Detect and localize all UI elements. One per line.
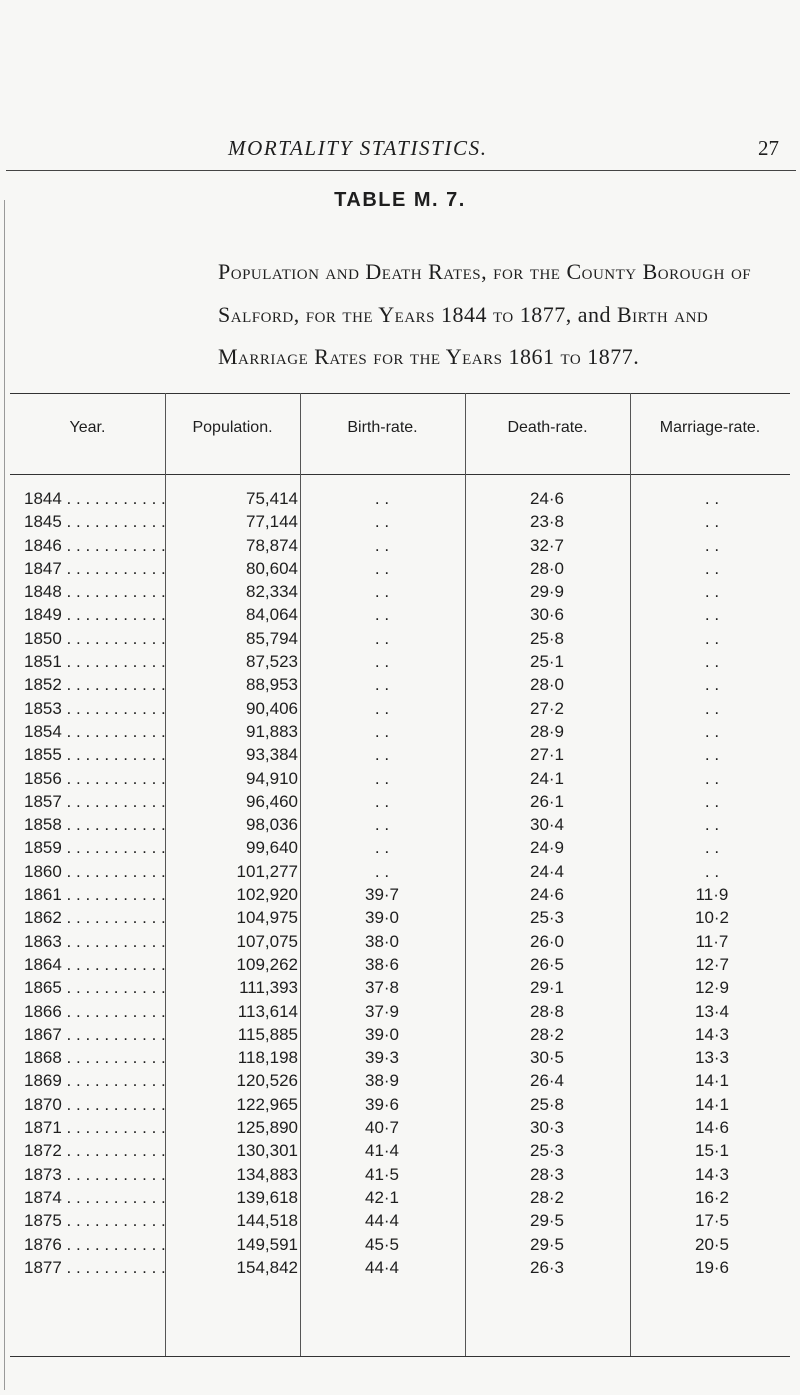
marriage-rate-cell: 14·1	[694, 1094, 730, 1114]
table-row	[0, 1116, 800, 1139]
year-cell: 1848 . . .	[24, 580, 176, 603]
table-row	[0, 557, 800, 580]
population-cell: 88,953	[246, 675, 298, 695]
marriage-rate-cell: . .	[704, 489, 720, 508]
table-row	[0, 883, 800, 906]
caption-line-2	[218, 302, 778, 328]
year-cell: 1861 . . .	[24, 883, 176, 906]
population-cell: 87,523	[246, 652, 298, 672]
column-header-death-rate: Death-rate.	[507, 419, 588, 436]
year-cell: 1870 . . .	[24, 1093, 176, 1116]
birth-rate-cell: 39·3	[364, 1048, 400, 1068]
population-cell: 125,890	[236, 1118, 298, 1138]
marriage-rate-cell: 16·2	[694, 1187, 730, 1207]
marriage-rate-cell: . .	[704, 605, 720, 625]
death-rate-cell: 25·8	[529, 1094, 565, 1114]
year-cell: 1868 . . .	[24, 1046, 176, 1069]
birth-rate-cell: 38·6	[364, 954, 400, 974]
column-header-birth-rate: Birth-rate.	[347, 419, 418, 436]
year-cell: 1867 . . .	[24, 1023, 176, 1046]
table-row	[0, 976, 800, 999]
population-cell: 91,883	[246, 721, 298, 741]
table-row	[0, 650, 800, 673]
birth-rate-cell: . .	[374, 489, 390, 508]
death-rate-cell: 24·4	[529, 861, 565, 881]
marriage-rate-cell: 10·2	[694, 908, 730, 928]
death-rate-cell: 27·2	[529, 698, 565, 718]
death-rate-cell: 25·1	[529, 652, 565, 672]
year-cell: 1862 . . .	[24, 906, 176, 929]
death-rate-cell: 24·9	[529, 838, 565, 858]
death-rate-cell: 28·2	[529, 1024, 565, 1044]
death-rate-cell: 28·8	[529, 1001, 565, 1021]
death-rate-cell: 30·6	[529, 605, 565, 625]
population-cell: 94,910	[246, 768, 298, 788]
death-rate-cell: 24·6	[529, 885, 565, 905]
marriage-rate-cell: 12·9	[694, 978, 730, 998]
death-rate-cell: 28·0	[529, 558, 565, 578]
death-rate-cell: 26·1	[529, 791, 565, 811]
table-row	[0, 1069, 800, 1092]
death-rate-cell: 28·9	[529, 721, 565, 741]
marriage-rate-cell: 14·6	[694, 1118, 730, 1138]
marriage-rate-cell: . .	[704, 768, 720, 788]
header-rule	[6, 170, 796, 171]
caption-line-1: Population and Death Rates, for the County Borough of	[218, 259, 752, 284]
birth-rate-cell: 38·0	[364, 931, 400, 951]
death-rate-cell: 26·4	[529, 1071, 565, 1091]
table-row	[0, 860, 800, 883]
marriage-rate-cell: 13·4	[694, 1001, 730, 1021]
table-bottom-rule	[10, 1356, 790, 1357]
year-cell: 1859 . . .	[24, 836, 176, 859]
death-rate-cell: 29·1	[529, 978, 565, 998]
birth-rate-cell: . .	[374, 652, 390, 672]
table-row	[0, 510, 800, 533]
marriage-rate-cell: 13·3	[694, 1048, 730, 1068]
year-cell: 1852 . . .	[24, 673, 176, 696]
marriage-rate-cell: . .	[704, 652, 720, 672]
year-cell: 1857 . . .	[24, 790, 176, 813]
marriage-rate-cell: 15·1	[694, 1141, 730, 1161]
caption-line-2-part-b: and	[577, 302, 611, 327]
death-rate-cell: 26·0	[529, 931, 565, 951]
table-row	[0, 953, 800, 976]
death-rate-cell: 28·2	[529, 1187, 565, 1207]
population-cell: 111,393	[239, 978, 298, 998]
marriage-rate-cell: 14·3	[694, 1164, 730, 1184]
population-cell: 75,414	[246, 489, 298, 508]
population-cell: 93,384	[246, 745, 298, 765]
year-cell: 1864 . . .	[24, 953, 176, 976]
birth-rate-cell: . .	[374, 512, 390, 532]
table-row	[0, 1000, 800, 1023]
marriage-rate-cell: . .	[704, 861, 720, 881]
population-cell: 144,518	[236, 1211, 298, 1231]
marriage-rate-cell: 19·6	[694, 1257, 730, 1277]
birth-rate-cell: 39·7	[364, 885, 400, 905]
population-cell: 98,036	[246, 815, 298, 835]
population-cell: 130,301	[236, 1141, 298, 1161]
table-row	[0, 1186, 800, 1209]
column-header-marriage-rate: Marriage-rate.	[659, 419, 761, 436]
table-row	[0, 1139, 800, 1162]
death-rate-cell: 24·1	[529, 768, 565, 788]
population-cell: 115,885	[237, 1024, 298, 1044]
table-row	[0, 697, 800, 720]
table-row	[0, 743, 800, 766]
caption-line-3: Marriage Rates for the Years 1861 to 1877.	[218, 344, 640, 369]
marriage-rate-cell: 14·1	[694, 1071, 730, 1091]
population-cell: 101,277	[236, 861, 298, 881]
year-cell: 1874 . . .	[24, 1186, 176, 1209]
table-row	[0, 930, 800, 953]
population-cell: 90,406	[246, 698, 298, 718]
table-row	[0, 1233, 800, 1256]
marriage-rate-cell: . .	[704, 675, 720, 695]
birth-rate-cell: . .	[374, 791, 390, 811]
table-row	[0, 1209, 800, 1232]
birth-rate-cell: . .	[374, 675, 390, 695]
table-top-rule	[10, 393, 790, 394]
population-cell: 77,144	[246, 512, 298, 532]
marriage-rate-cell: 11·9	[695, 885, 729, 905]
population-cell: 120,526	[236, 1071, 298, 1091]
marriage-rate-cell: 17·5	[694, 1211, 730, 1231]
year-cell: 1845 . . .	[24, 510, 176, 533]
birth-rate-cell: . .	[374, 558, 390, 578]
death-rate-cell: 27·1	[529, 745, 565, 765]
population-cell: 107,075	[236, 931, 298, 951]
birth-rate-cell: 41·5	[364, 1164, 400, 1184]
birth-rate-cell: . .	[374, 861, 390, 881]
death-rate-cell: 28·3	[529, 1164, 565, 1184]
year-cell: 1872 . . .	[24, 1139, 176, 1162]
death-rate-cell: 32·7	[529, 535, 565, 555]
year-cell: 1877 . . .	[24, 1256, 176, 1279]
year-cell: 1860 . . .	[24, 860, 176, 883]
population-cell: 154,842	[236, 1257, 298, 1277]
death-rate-cell: 25·8	[529, 628, 565, 648]
table-row	[0, 906, 800, 929]
birth-rate-cell: . .	[374, 698, 390, 718]
birth-rate-cell: . .	[374, 838, 390, 858]
year-cell: 1869 . . .	[24, 1069, 176, 1092]
birth-rate-cell: 44·4	[364, 1211, 400, 1231]
table-row	[0, 603, 800, 626]
birth-rate-cell: 39·6	[364, 1094, 400, 1114]
table-row	[0, 1093, 800, 1116]
population-cell: 113,614	[237, 1001, 298, 1021]
birth-rate-cell: . .	[374, 582, 390, 602]
birth-rate-cell: . .	[374, 768, 390, 788]
marriage-rate-cell: . .	[704, 721, 720, 741]
marriage-rate-cell: 14·3	[694, 1024, 730, 1044]
population-cell: 102,920	[236, 885, 298, 905]
table-row	[0, 487, 800, 510]
death-rate-cell: 30·5	[529, 1048, 565, 1068]
death-rate-cell: 30·4	[529, 815, 565, 835]
marriage-rate-cell: 20·5	[694, 1234, 730, 1254]
death-rate-cell: 28·0	[529, 675, 565, 695]
running-title: MORTALITY STATISTICS.	[228, 136, 488, 160]
caption-line-2-part-a: Salford, for the Years 1844 to 1877,	[218, 302, 572, 327]
year-cell: 1847 . . .	[24, 557, 176, 580]
page-number: 27	[758, 136, 779, 160]
birth-rate-cell: . .	[374, 745, 390, 765]
population-cell: 134,883	[236, 1164, 298, 1184]
population-cell: 99,640	[246, 838, 298, 858]
table-row	[0, 534, 800, 557]
year-cell: 1865 . . .	[24, 976, 176, 999]
death-rate-cell: 29·9	[529, 582, 565, 602]
table-row	[0, 1046, 800, 1069]
caption-line-2-part-c: Birth and	[616, 302, 709, 327]
year-cell: 1856 . . .	[24, 767, 176, 790]
year-cell: 1855 . . .	[24, 743, 176, 766]
year-cell: 1849 . . .	[24, 603, 176, 626]
table-row	[0, 627, 800, 650]
table-row	[0, 790, 800, 813]
table-row	[0, 580, 800, 603]
year-cell: 1876 . . .	[24, 1233, 176, 1256]
population-cell: 122,965	[236, 1094, 298, 1114]
death-rate-cell: 26·3	[529, 1257, 565, 1277]
marriage-rate-cell: 12·7	[694, 954, 730, 974]
year-cell: 1851 . . .	[24, 650, 176, 673]
population-cell: 96,460	[246, 791, 298, 811]
table-header-rule	[10, 474, 790, 475]
table-row	[0, 1256, 800, 1279]
birth-rate-cell: 41·4	[364, 1141, 400, 1161]
marriage-rate-cell: . .	[704, 558, 720, 578]
population-cell: 149,591	[236, 1234, 298, 1254]
marriage-rate-cell: . .	[704, 512, 720, 532]
death-rate-cell: 25·3	[529, 1141, 565, 1161]
birth-rate-cell: 42·1	[364, 1187, 400, 1207]
death-rate-cell: 25·3	[529, 908, 565, 928]
table-row	[0, 1023, 800, 1046]
table-row	[0, 1163, 800, 1186]
year-cell: 1858 . . .	[24, 813, 176, 836]
birth-rate-cell: . .	[374, 628, 390, 648]
marriage-rate-cell: . .	[704, 745, 720, 765]
population-cell: 109,262	[236, 954, 298, 974]
birth-rate-cell: 45·5	[364, 1234, 400, 1254]
table-row	[0, 673, 800, 696]
death-rate-cell: 29·5	[529, 1211, 565, 1231]
death-rate-cell: 26·5	[529, 954, 565, 974]
year-cell: 1846 . . .	[24, 534, 176, 557]
birth-rate-cell: . .	[374, 815, 390, 835]
marriage-rate-cell: . .	[704, 815, 720, 835]
year-cell: 1854 . . .	[24, 720, 176, 743]
birth-rate-cell: 37·8	[364, 978, 400, 998]
population-cell: 139,618	[236, 1187, 298, 1207]
death-rate-cell: 23·8	[529, 512, 565, 532]
population-cell: 82,334	[246, 582, 298, 602]
year-cell: 1844 . . .	[24, 487, 176, 510]
death-rate-cell: 24·6	[529, 489, 565, 508]
table-row	[0, 767, 800, 790]
birth-rate-cell: 37·9	[364, 1001, 400, 1021]
population-cell: 85,794	[246, 628, 298, 648]
birth-rate-cell: 40·7	[364, 1118, 400, 1138]
running-head	[0, 136, 800, 166]
marriage-rate-cell: 11·7	[695, 931, 729, 951]
birth-rate-cell: 38·9	[364, 1071, 400, 1091]
column-header-population: Population.	[192, 419, 273, 436]
birth-rate-cell: . .	[374, 535, 390, 555]
population-cell: 104,975	[236, 908, 298, 928]
year-cell: 1866 . . .	[24, 1000, 176, 1023]
death-rate-cell: 29·5	[529, 1234, 565, 1254]
birth-rate-cell: 39·0	[364, 1024, 400, 1044]
year-cell: 1871 . . .	[24, 1116, 176, 1139]
table-row	[0, 720, 800, 743]
marriage-rate-cell: . .	[704, 582, 720, 602]
year-cell: 1853 . . .	[24, 697, 176, 720]
marriage-rate-cell: . .	[704, 698, 720, 718]
birth-rate-cell: . .	[374, 605, 390, 625]
table-label: TABLE M. 7.	[334, 189, 466, 211]
marriage-rate-cell: . .	[704, 628, 720, 648]
year-cell: 1850 . . .	[24, 627, 176, 650]
birth-rate-cell: . .	[374, 721, 390, 741]
population-cell: 84,064	[246, 605, 298, 625]
death-rate-cell: 30·3	[529, 1118, 565, 1138]
birth-rate-cell: 44·4	[364, 1257, 400, 1277]
column-header-year: Year.	[69, 419, 106, 436]
marriage-rate-cell: . .	[704, 791, 720, 811]
table-row	[0, 813, 800, 836]
marriage-rate-cell: . .	[704, 535, 720, 555]
year-cell: 1875 . . .	[24, 1209, 176, 1232]
table-row	[0, 836, 800, 859]
year-cell: 1863 . . .	[24, 930, 176, 953]
birth-rate-cell: 39·0	[364, 908, 400, 928]
population-cell: 118,198	[237, 1048, 298, 1068]
year-cell: 1873 . . .	[24, 1163, 176, 1186]
marriage-rate-cell: . .	[704, 838, 720, 858]
population-cell: 78,874	[246, 535, 298, 555]
population-cell: 80,604	[246, 558, 298, 578]
table-body	[0, 487, 800, 1279]
